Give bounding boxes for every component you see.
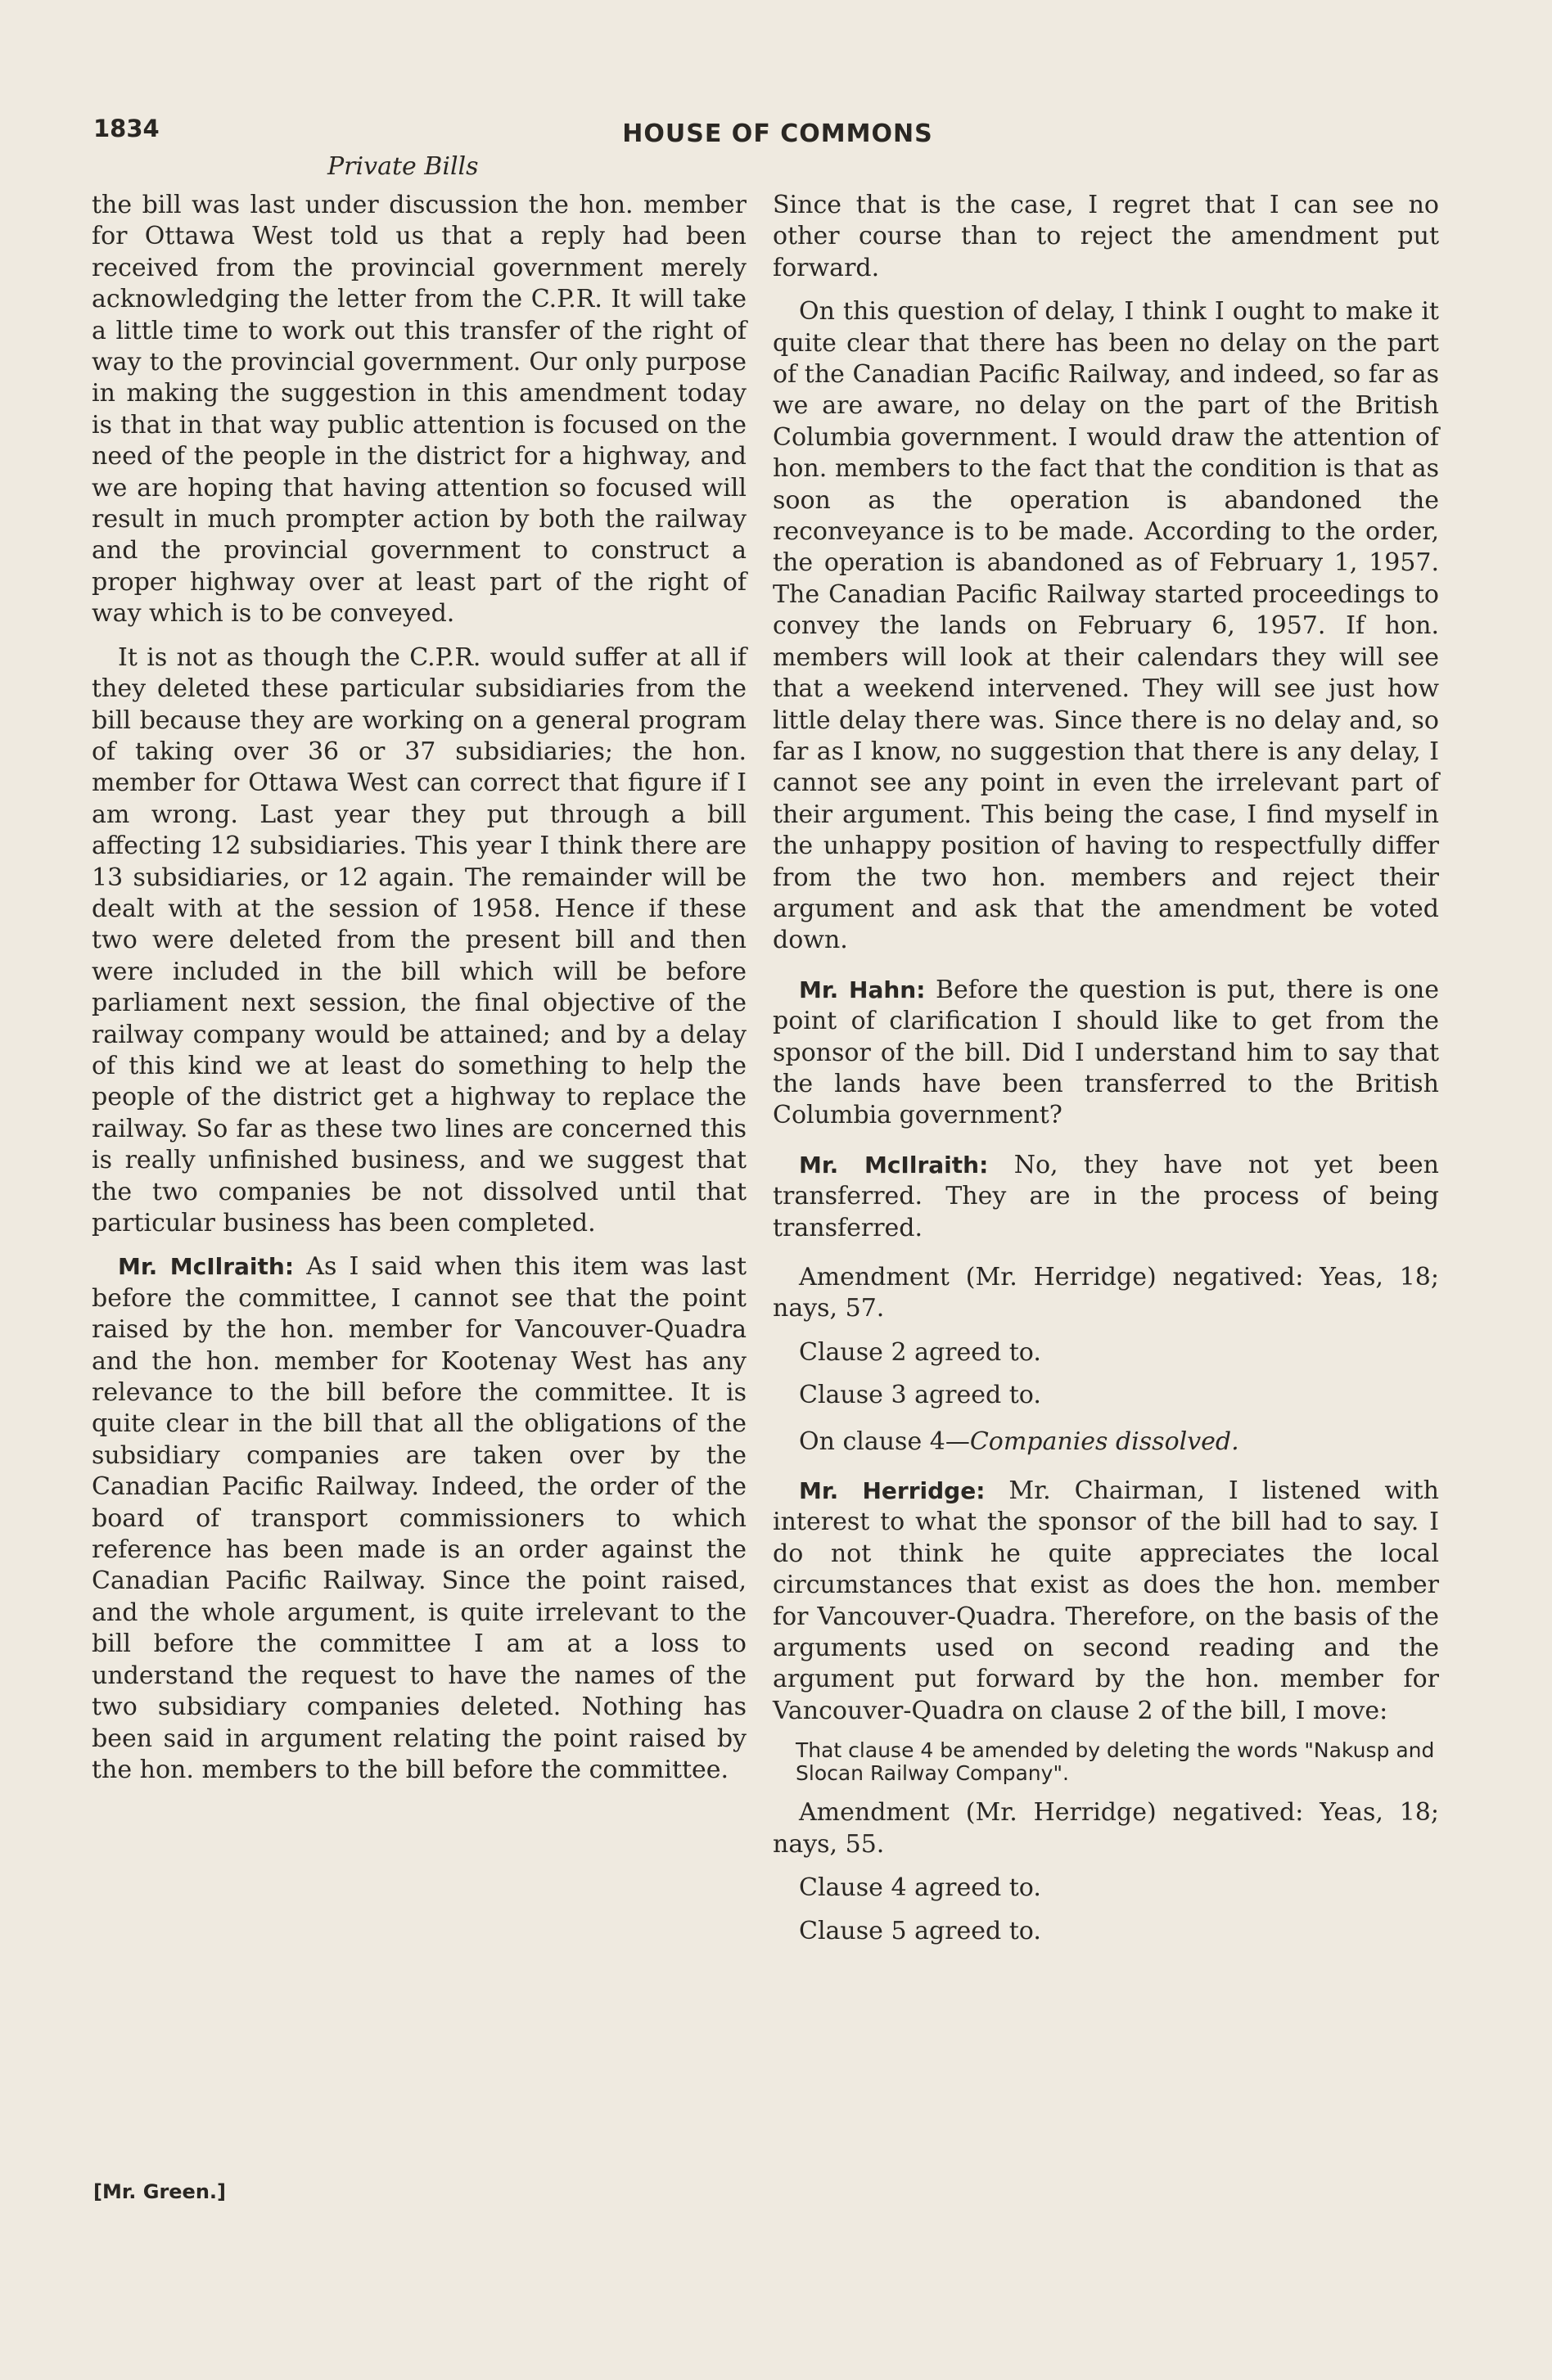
speaker-name: Mr. McIlraith: [118, 1253, 295, 1281]
clause-result: Clause 3 agreed to. [799, 1381, 1041, 1410]
motion-text: That clause 4 be amended by deleting the words "Nakusp and Slocan Railway Company". [796, 1738, 1435, 1786]
footer-speaker-tag: [Mr. Green.] [93, 2180, 226, 2203]
speech-hahn [773, 975, 1439, 1132]
page-number: 1834 [93, 115, 160, 142]
paragraph: Since that is the case, I regret that I can see no other course than to reject the amendment put forward. [773, 191, 1439, 282]
speaker-name: Mr. McIlraith: [799, 1151, 989, 1179]
running-title: HOUSE OF COMMONS [622, 119, 933, 148]
clause-heading [773, 1427, 1439, 1458]
speech-text: As I said when this item was last before the committee, I cannot see that the point raised by the hon. member for Vancouver-Quadra and the hon. member for Kootenay West has any relevance to the bill before the committee. It is quite clear in the bill that all the obligations of the subsidiary companies are taken over by the Canadian Pacific Railway. Indeed, the order of the board of transport commissioners to which reference has been made is an order against the Canadian Pacific Railway. Since the point raised, and the whole argument, is quite irrelevant to the bill before the committee I am at a loss to understand the request to have the names of the two subsidiary companies deleted. Nothing has been said in argument relating the point raised by the hon. members to the bill before the committee. [92, 1252, 747, 1784]
speech-text: No, they have not yet been transferred. They are in the process of being transferred. [773, 1150, 1439, 1242]
speaker-name: Mr. Herridge: [799, 1477, 986, 1505]
amendment-result: Amendment (Mr. Herridge) negatived: Yeas, 18; nays, 55. [773, 1798, 1439, 1859]
section-heading: Private Bills [327, 152, 479, 181]
clause-title: Companies dissolved. [969, 1427, 1239, 1456]
clause-result: Clause 4 agreed to. [799, 1873, 1041, 1903]
speech-text: Mr. Chairman, I listened with interest to what the sponsor of the bill had to say. I do not think he quite appreciates the local circumstances that exist as does the hon. member for Vancouver-Quadra. Therefore, on the basis of the arguments used on second reading and the argument put forward by the hon. member for Vancouver-Quadra on clause 2 of the bill, I move: [773, 1476, 1439, 1725]
clause-result: Clause 2 agreed to. [799, 1337, 1041, 1367]
speech-mcilraith [92, 1251, 747, 1786]
speech-text: Before the question is put, there is one point of clarification I should like to get from the sponsor of the bill. Did I understand him to say that the lands have been transferred to the British Columbia government? [773, 975, 1439, 1130]
paragraph: the bill was last under discussion the hon. member for Ottawa West told us that a reply had been received from the provincial government merely acknowledging the letter from the C.P.R. It will take a little time to work out this transfer of the right of way to the provincial government. Our only purpose in making the suggestion in this amendment today is that in that way public attention is focused on the need of the people in the district for a highway, and we are hoping that having attention so focused will result in much prompter action by both the railway and the provincial government to construct a proper highway over at least part of the right of way which is to be conveyed. [92, 191, 747, 629]
clause-prefix: On clause 4— [799, 1427, 970, 1456]
amendment-result: Amendment (Mr. Herridge) negatived: Yeas, 18; nays, 57. [773, 1263, 1439, 1323]
right-column [773, 190, 1439, 1959]
speaker-name: Mr. Hahn: [799, 976, 926, 1003]
speech-mcilraith [773, 1150, 1439, 1244]
left-column [92, 190, 747, 1798]
speech-herridge [773, 1476, 1439, 1727]
clause-result: Clause 5 agreed to. [799, 1916, 1041, 1945]
paragraph: It is not as though the C.P.R. would suffer at all if they deleted these particular subsidiaries from the bill because they are working on a general program of taking over 36 or 37 subsidiaries; the hon. member for Ottawa West can correct that figure if I am wrong. Last year they put through a bill affecting 12 subsidiaries. This year I think there are 13 subsidiaries, or 12 again. The remainder will be dealt with at the session of 1958. Hence if these two were deleted from the present bill and then were included in the bill which will be before parliament next session, the final objective of the railway company would be attained; and by a delay of this kind we at least do something to help the people of the district get a highway to replace the railway. So far as these two lines are concerned this is really unfinished business, and we suggest that the two companies be not dissolved until that particular business has been completed. [92, 642, 747, 1237]
paragraph: On this question of delay, I think I ought to make it quite clear that there has been no delay on the part of the Canadian Pacific Railway, and indeed, so far as we are aware, no delay on the part of the British Columbia government. I would draw the attention of hon. members to the fact that the condition is that as soon as the operation is abandoned the reconveyance is to be made. According to the order, the operation is abandoned as of February 1, 1957. The Canadian Pacific Railway started proceedings to convey the lands on February 6, 1957. If hon. members will look at their calendars they will see that a weekend intervened. They will see just how little delay there was. Since there is no delay and, so far as I know, no suggestion that there is any delay, I cannot see any point in even the irrelevant part of their argument. This being the case, I find myself in the unhappy position of having to respectfully differ from the two hon. members and reject their argument and ask that the amendment be voted down. [773, 297, 1439, 955]
